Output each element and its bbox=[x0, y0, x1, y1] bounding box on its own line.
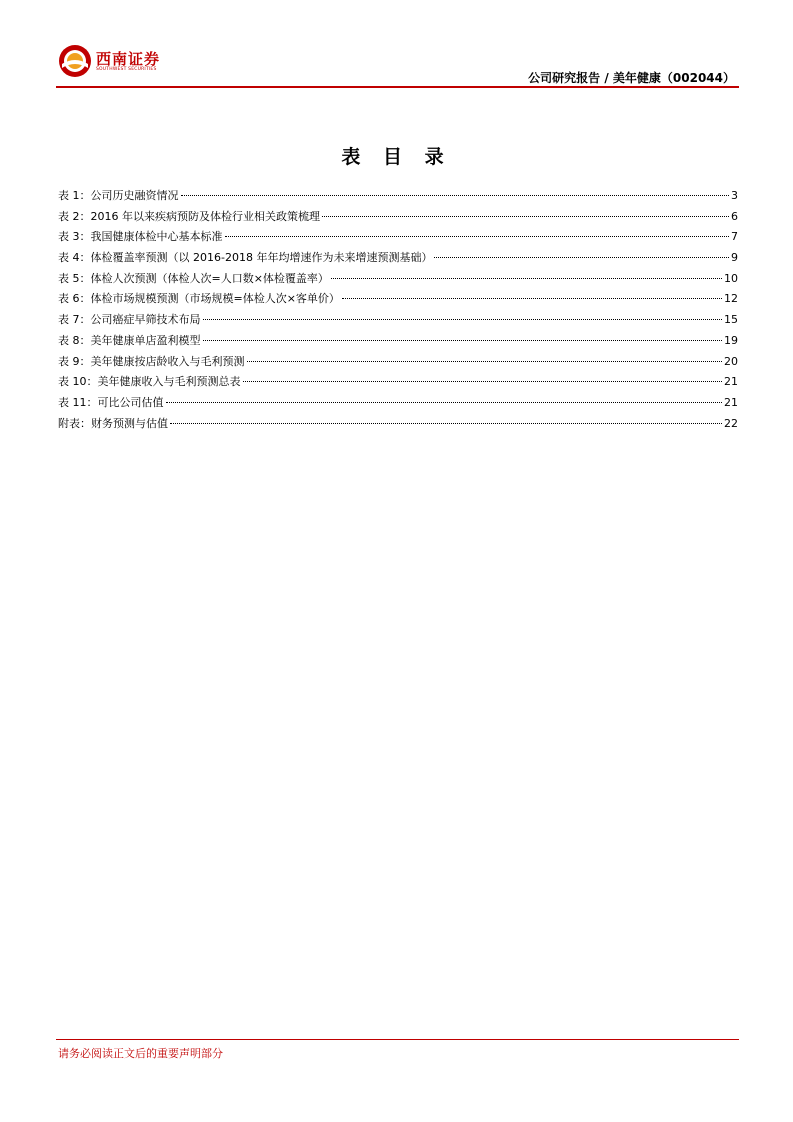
toc-entry-page[interactable]: 20 bbox=[724, 354, 738, 368]
toc-entry[interactable] bbox=[58, 248, 738, 269]
footer-disclaimer: 请务必阅读正文后的重要声明部分 bbox=[58, 1047, 223, 1060]
toc-entry[interactable] bbox=[58, 289, 738, 310]
toc-entry-page[interactable]: 21 bbox=[724, 395, 738, 409]
toc-entry[interactable] bbox=[58, 414, 738, 435]
report-header-title: 公司研究报告 / 美年健康（002044） bbox=[528, 71, 735, 85]
toc-leader-dots bbox=[247, 360, 723, 362]
toc-leader-dots bbox=[170, 422, 722, 424]
toc-entry[interactable] bbox=[58, 310, 738, 331]
toc-entry-label[interactable]: 表 6：体检市场规模预测（市场规模=体检人次×客单价） bbox=[58, 292, 340, 306]
table-of-contents bbox=[58, 186, 738, 434]
toc-leader-dots bbox=[181, 194, 730, 196]
toc-leader-dots bbox=[166, 401, 723, 403]
toc-leader-dots bbox=[342, 297, 722, 299]
toc-entry-label[interactable]: 表 5：体检人次预测（体检人次=人口数×体检覆盖率） bbox=[58, 271, 329, 285]
toc-entry-label[interactable]: 表 8：美年健康单店盈利模型 bbox=[58, 333, 201, 347]
toc-leader-dots bbox=[322, 215, 729, 217]
toc-entry-page[interactable]: 21 bbox=[724, 375, 738, 389]
toc-leader-dots bbox=[203, 339, 723, 341]
logo-english-name: SOUTHWEST SECURITIES bbox=[96, 67, 157, 72]
toc-entry-label[interactable]: 表 4：体检覆盖率预测（以 2016-2018 年年均增速作为未来增速预测基础） bbox=[58, 251, 433, 265]
toc-entry-label[interactable]: 表 2：2016 年以来疾病预防及体检行业相关政策梳理 bbox=[58, 209, 320, 223]
toc-entry-page[interactable]: 12 bbox=[724, 292, 738, 306]
toc-entry-label[interactable]: 表 9：美年健康按店龄收入与毛利预测 bbox=[58, 354, 245, 368]
toc-entry-label[interactable]: 表 3：我国健康体检中心基本标准 bbox=[58, 230, 223, 244]
toc-entry-page[interactable]: 10 bbox=[724, 271, 738, 285]
logo-emblem-icon bbox=[58, 44, 92, 78]
toc-leader-dots bbox=[243, 380, 723, 382]
toc-leader-dots bbox=[331, 277, 722, 279]
toc-entry-page[interactable]: 3 bbox=[731, 189, 738, 202]
page-header bbox=[0, 0, 793, 92]
toc-entry-page[interactable]: 9 bbox=[731, 251, 738, 265]
toc-entry-page[interactable]: 7 bbox=[731, 230, 738, 244]
toc-entry-page[interactable]: 15 bbox=[724, 313, 738, 327]
toc-entry[interactable] bbox=[58, 227, 738, 248]
toc-entry-page[interactable]: 6 bbox=[731, 209, 738, 223]
toc-entry[interactable] bbox=[58, 352, 738, 373]
toc-entry[interactable] bbox=[58, 372, 738, 393]
toc-entry[interactable] bbox=[58, 269, 738, 290]
toc-entry-label[interactable]: 表 7：公司癌症早筛技术布局 bbox=[58, 313, 201, 327]
toc-entry-page[interactable]: 19 bbox=[724, 333, 738, 347]
toc-entry[interactable] bbox=[58, 207, 738, 228]
toc-leader-dots bbox=[225, 235, 730, 237]
company-logo bbox=[58, 44, 178, 84]
toc-leader-dots bbox=[434, 256, 729, 258]
toc-entry-page[interactable]: 22 bbox=[724, 416, 738, 430]
toc-entry[interactable] bbox=[58, 393, 738, 414]
toc-entry-label[interactable]: 表 11：可比公司估值 bbox=[58, 395, 164, 409]
footer-divider bbox=[56, 1039, 739, 1040]
toc-entry-label[interactable]: 表 10：美年健康收入与毛利预测总表 bbox=[58, 375, 241, 389]
toc-entry-label[interactable]: 表 1：公司历史融资情况 bbox=[58, 189, 179, 202]
header-divider bbox=[56, 86, 739, 88]
toc-entry[interactable] bbox=[58, 331, 738, 352]
toc-title: 表 目 录 bbox=[341, 146, 452, 168]
toc-leader-dots bbox=[203, 318, 723, 320]
toc-entry[interactable] bbox=[58, 186, 738, 207]
logo-chinese-name: 西南证券 bbox=[96, 50, 161, 68]
toc-entry-label[interactable]: 附表：财务预测与估值 bbox=[58, 416, 168, 430]
